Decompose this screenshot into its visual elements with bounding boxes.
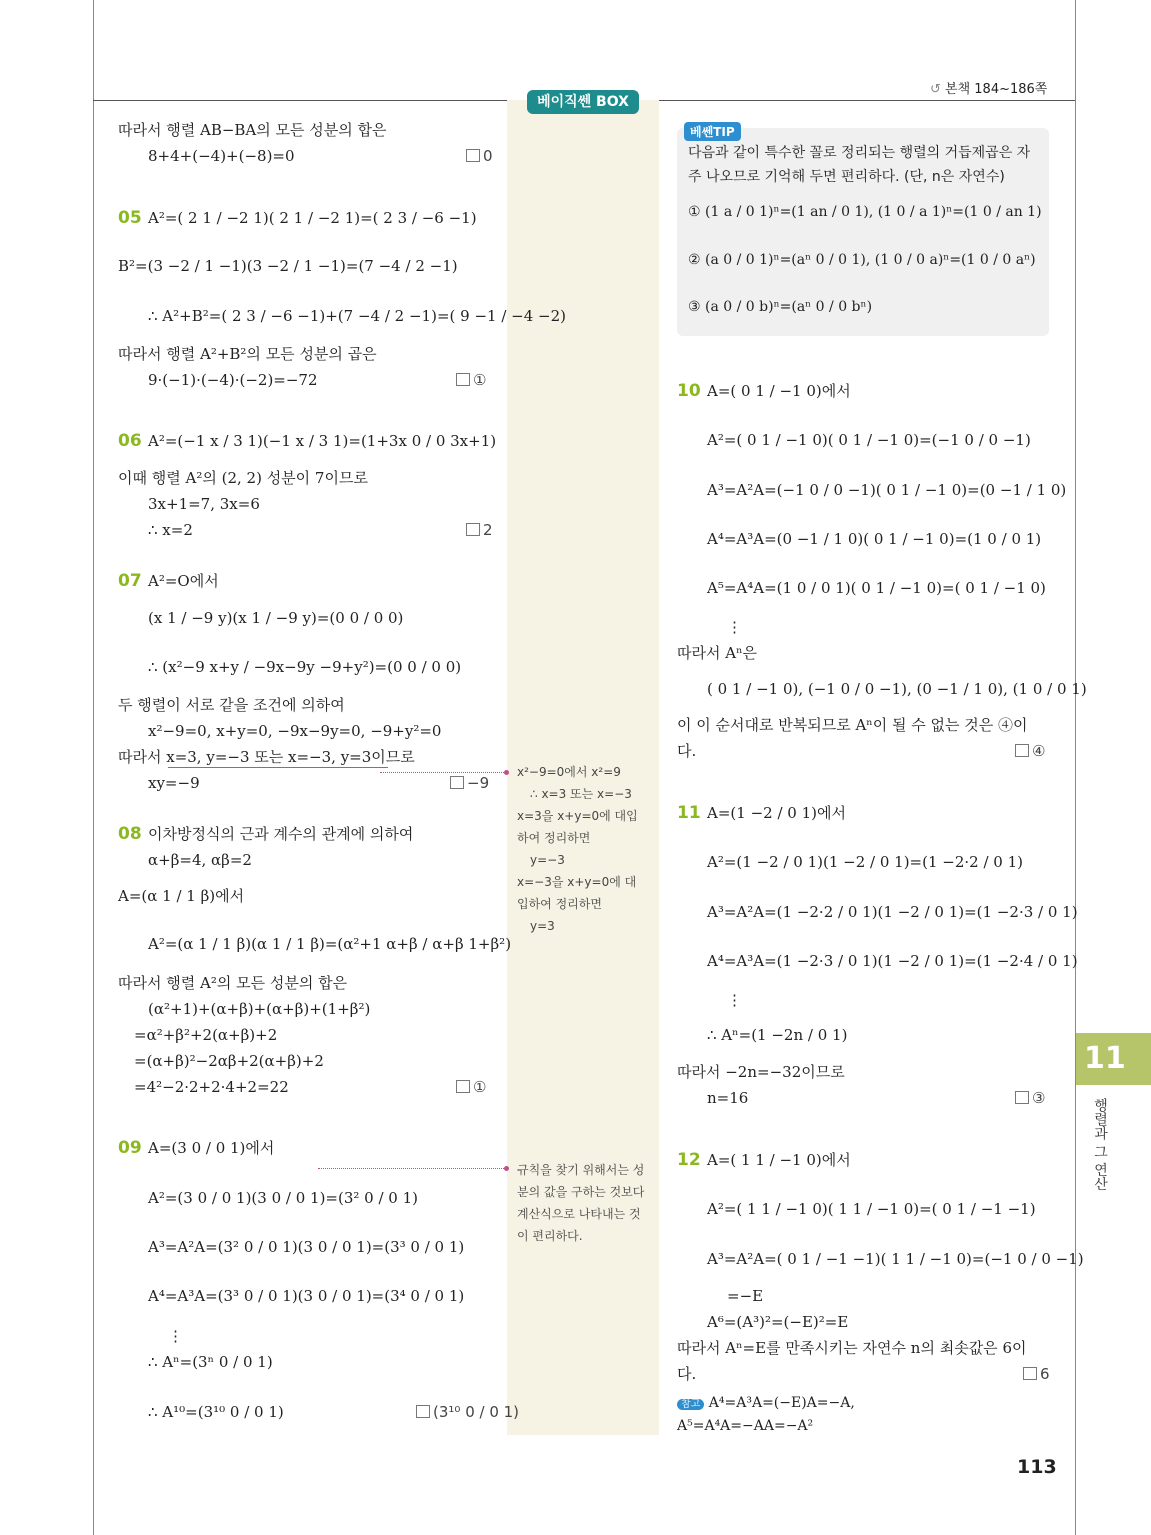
chapter-name: 행렬과 그 연산 bbox=[1092, 1098, 1108, 1191]
chapter-tab: 11 bbox=[1076, 1033, 1151, 1085]
line: (α²+1)+(α+β)+(α+β)+(1+β²) bbox=[148, 1000, 371, 1018]
line: 다. bbox=[677, 1365, 697, 1383]
answer-06: 2 bbox=[466, 520, 493, 540]
line: n=16 bbox=[707, 1089, 749, 1107]
line: A⁵=A⁴A=−AA=−A² bbox=[677, 1418, 814, 1434]
line: A²=(−1 x / 3 1)(−1 x / 3 1)=(1+3x 0 / 0 3x+1) bbox=[148, 432, 497, 450]
answer-icon bbox=[466, 149, 480, 162]
line: A³=A²A=(−1 0 / 0 −1)( 0 1 / −1 0)=(0 −1 / 1 0) bbox=[707, 481, 1067, 499]
line: A=(1 −2 / 0 1)에서 bbox=[707, 804, 846, 822]
answer-04: 0 bbox=[466, 146, 493, 166]
line: 두 행렬이 서로 같을 조건에 의하여 bbox=[118, 696, 345, 714]
note-line: y=−3 bbox=[530, 853, 565, 867]
line: A²=(1 −2 / 0 1)(1 −2 / 0 1)=(1 −2·2 / 0 1) bbox=[707, 853, 1024, 871]
line: ( 0 1 / −1 0), (−1 0 / 0 −1), (0 −1 / 1 0), (1 0 / 0 1) bbox=[707, 680, 1087, 698]
line: A⁴=A³A=(3³ 0 / 0 1)(3 0 / 0 1)=(3⁴ 0 / 0 1) bbox=[148, 1287, 465, 1305]
line: A²=(3 0 / 0 1)(3 0 / 0 1)=(3² 0 / 0 1) bbox=[148, 1189, 419, 1207]
answer-12: 6 bbox=[1023, 1364, 1050, 1384]
line: ∴ A¹⁰=(3¹⁰ 0 / 0 1) bbox=[148, 1403, 284, 1421]
line: 8+4+(−4)+(−8)=0 bbox=[148, 147, 295, 165]
line: 따라서 Aⁿ=E를 만족시키는 자연수 n의 최솟값은 6이 bbox=[677, 1339, 1027, 1357]
left-margin-rule bbox=[93, 0, 94, 1535]
line: A=( 1 1 / −1 0)에서 bbox=[707, 1151, 851, 1169]
note-line: x²−9=0에서 x²=9 bbox=[517, 765, 621, 779]
note-line: ∴ x=3 또는 x=−3 bbox=[530, 787, 632, 801]
page-number: 113 bbox=[1017, 1456, 1057, 1478]
tip-line: ② (a 0 / 0 1)ⁿ=(aⁿ 0 / 0 1), (1 0 / 0 a)ⁿ=(1 0 / 0 aⁿ) bbox=[688, 252, 1036, 268]
note-line: 입하여 정리하면 bbox=[517, 897, 602, 911]
line: A=(3 0 / 0 1)에서 bbox=[148, 1139, 275, 1157]
line: 따라서 행렬 A²+B²의 모든 성분의 곱은 bbox=[118, 345, 377, 363]
problem-number: 10 bbox=[677, 381, 701, 401]
reference-note: 참고 A⁴=A³A=(−E)A=−A, bbox=[677, 1393, 855, 1415]
answer-icon bbox=[1023, 1367, 1037, 1380]
answer-icon bbox=[416, 1405, 430, 1418]
answer-07: −9 bbox=[450, 773, 489, 793]
answer-05: ① bbox=[456, 370, 486, 390]
line: A=( 0 1 / −1 0)에서 bbox=[707, 382, 851, 400]
answer-icon bbox=[450, 776, 464, 789]
line: A²=( 0 1 / −1 0)( 0 1 / −1 0)=(−1 0 / 0 −1) bbox=[707, 431, 1031, 449]
tip-title: 베쎈TIP bbox=[684, 122, 741, 141]
answer-icon bbox=[1015, 1091, 1029, 1104]
line: A³=A²A=( 0 1 / −1 −1)( 1 1 / −1 0)=(−1 0 / 0 −1) bbox=[707, 1250, 1084, 1268]
problem-number: 06 bbox=[118, 431, 142, 451]
line: ∴ x=2 bbox=[148, 521, 193, 539]
problem-number: 11 bbox=[677, 803, 701, 823]
line: A³=A²A=(1 −2·2 / 0 1)(1 −2 / 0 1)=(1 −2·3 / 0 1) bbox=[707, 903, 1078, 921]
connector-dot bbox=[504, 770, 509, 775]
line: α+β=4, αβ=2 bbox=[148, 851, 252, 869]
line: A²=O에서 bbox=[148, 572, 219, 590]
answer-icon bbox=[456, 1080, 470, 1093]
page-reference: ↺ 본책 184~186쪽 bbox=[930, 82, 1048, 97]
note-line: 분의 값을 구하는 것보다 bbox=[517, 1185, 645, 1199]
line: A⁴=A³A=(1 −2·3 / 0 1)(1 −2 / 0 1)=(1 −2·4 / 0 1) bbox=[707, 952, 1078, 970]
connector-line bbox=[318, 1168, 506, 1169]
tip-line: ① (1 a / 0 1)ⁿ=(1 an / 0 1), (1 0 / a 1)ⁿ=(1 0 / an 1) bbox=[688, 204, 1042, 220]
line: ⋮ bbox=[727, 618, 742, 636]
tip-line: ③ (a 0 / 0 b)ⁿ=(aⁿ 0 / 0 bⁿ) bbox=[688, 299, 873, 315]
line: 9·(−1)·(−4)·(−2)=−72 bbox=[148, 371, 318, 389]
note-line: 이 편리하다. bbox=[517, 1229, 583, 1243]
line: (x 1 / −9 y)(x 1 / −9 y)=(0 0 / 0 0) bbox=[148, 609, 404, 627]
line: =α²+β²+2(α+β)+2 bbox=[134, 1026, 278, 1044]
line: =4²−2·2+2·4+2=22 bbox=[134, 1078, 289, 1096]
note-line: x=3을 x+y=0에 대입 bbox=[517, 809, 638, 823]
line: A⁶=(A³)²=(−E)²=E bbox=[707, 1313, 849, 1331]
note-line: 하여 정리하면 bbox=[517, 831, 591, 845]
line: 따라서 −2n=−32이므로 bbox=[677, 1063, 845, 1081]
arrow-icon: ↺ bbox=[930, 82, 946, 97]
reference-badge: 참고 bbox=[677, 1399, 704, 1410]
line: A³=A²A=(3² 0 / 0 1)(3 0 / 0 1)=(3³ 0 / 0 1) bbox=[148, 1238, 465, 1256]
answer-11: ③ bbox=[1015, 1088, 1045, 1108]
right-margin-rule bbox=[1075, 0, 1076, 1535]
line: A²=(α 1 / 1 β)(α 1 / 1 β)=(α²+1 α+β / α+β 1+β²) bbox=[148, 935, 512, 953]
answer-10: ④ bbox=[1015, 741, 1045, 761]
answer-icon bbox=[1015, 744, 1029, 757]
line: 3x+1=7, 3x=6 bbox=[148, 495, 260, 513]
line: 다. bbox=[677, 742, 697, 760]
tip-line: 다음과 같이 특수한 꼴로 정리되는 행렬의 거듭제곱은 자 bbox=[688, 145, 1031, 161]
line: 따라서 x=3, y=−3 또는 x=−3, y=3이므로 bbox=[118, 748, 415, 766]
line: 이때 행렬 A²의 (2, 2) 성분이 7이므로 bbox=[118, 469, 368, 487]
line: ∴ A²+B²=( 2 3 / −6 −1)+(7 −4 / 2 −1)=( 9 −1 / −4 −2) bbox=[148, 307, 566, 325]
answer-icon bbox=[456, 373, 470, 386]
line: B²=(3 −2 / 1 −1)(3 −2 / 1 −1)=(7 −4 / 2 −1) bbox=[118, 257, 458, 275]
answer-icon bbox=[466, 523, 480, 536]
connector-dot bbox=[504, 1166, 509, 1171]
answer-09: (3¹⁰ 0 / 0 1) bbox=[416, 1402, 519, 1422]
tip-line: 주 나오므로 기억해 두면 편리하다. (단, n은 자연수) bbox=[688, 169, 1005, 185]
basic-box-title: 베이직쎈 BOX bbox=[527, 90, 639, 114]
line: 따라서 행렬 AB−BA의 모든 성분의 합은 bbox=[118, 121, 387, 139]
problem-number: 05 bbox=[118, 208, 142, 228]
problem-number: 07 bbox=[118, 571, 142, 591]
line: 이 이 순서대로 반복되므로 Aⁿ이 될 수 없는 것은 ④이 bbox=[677, 716, 1028, 734]
line: x²−9=0, x+y=0, −9x−9y=0, −9+y²=0 bbox=[148, 722, 442, 740]
problem-number: 12 bbox=[677, 1150, 701, 1170]
line: ⋮ bbox=[168, 1327, 183, 1345]
connector-line bbox=[380, 772, 506, 773]
note-line: x=−3을 x+y=0에 대 bbox=[517, 875, 637, 889]
line: =−E bbox=[727, 1287, 764, 1305]
line: A²=( 1 1 / −1 0)( 1 1 / −1 0)=( 0 1 / −1 −1) bbox=[707, 1200, 1036, 1218]
line: xy=−9 bbox=[148, 774, 200, 792]
line: A²=( 2 1 / −2 1)( 2 1 / −2 1)=( 2 3 / −6 −1) bbox=[148, 209, 477, 227]
note-line: 계산식으로 나타내는 것 bbox=[517, 1207, 641, 1221]
line: ∴ Aⁿ=(3ⁿ 0 / 0 1) bbox=[148, 1353, 273, 1371]
line: ⋮ bbox=[727, 991, 742, 1009]
line: A=(α 1 / 1 β)에서 bbox=[118, 887, 245, 905]
line: ∴ (x²−9 x+y / −9x−9y −9+y²)=(0 0 / 0 0) bbox=[148, 658, 462, 676]
highlight-underline bbox=[168, 767, 388, 768]
problem-number: 08 bbox=[118, 824, 142, 844]
note-line: 규칙을 찾기 위해서는 성 bbox=[517, 1163, 645, 1177]
answer-08: ① bbox=[456, 1077, 486, 1097]
line: 이차방정식의 근과 계수의 관계에 의하여 bbox=[148, 825, 414, 843]
problem-number: 09 bbox=[118, 1138, 142, 1158]
line: A⁴=A³A=(0 −1 / 1 0)( 0 1 / −1 0)=(1 0 / 0 1) bbox=[707, 530, 1042, 548]
line: ∴ Aⁿ=(1 −2n / 0 1) bbox=[707, 1026, 848, 1044]
line: =(α+β)²−2αβ+2(α+β)+2 bbox=[134, 1052, 324, 1070]
line: 따라서 행렬 A²의 모든 성분의 합은 bbox=[118, 974, 348, 992]
line: A⁵=A⁴A=(1 0 / 0 1)( 0 1 / −1 0)=( 0 1 / −1 0) bbox=[707, 579, 1046, 597]
note-line: y=3 bbox=[530, 919, 555, 933]
line: 따라서 Aⁿ은 bbox=[677, 644, 758, 662]
